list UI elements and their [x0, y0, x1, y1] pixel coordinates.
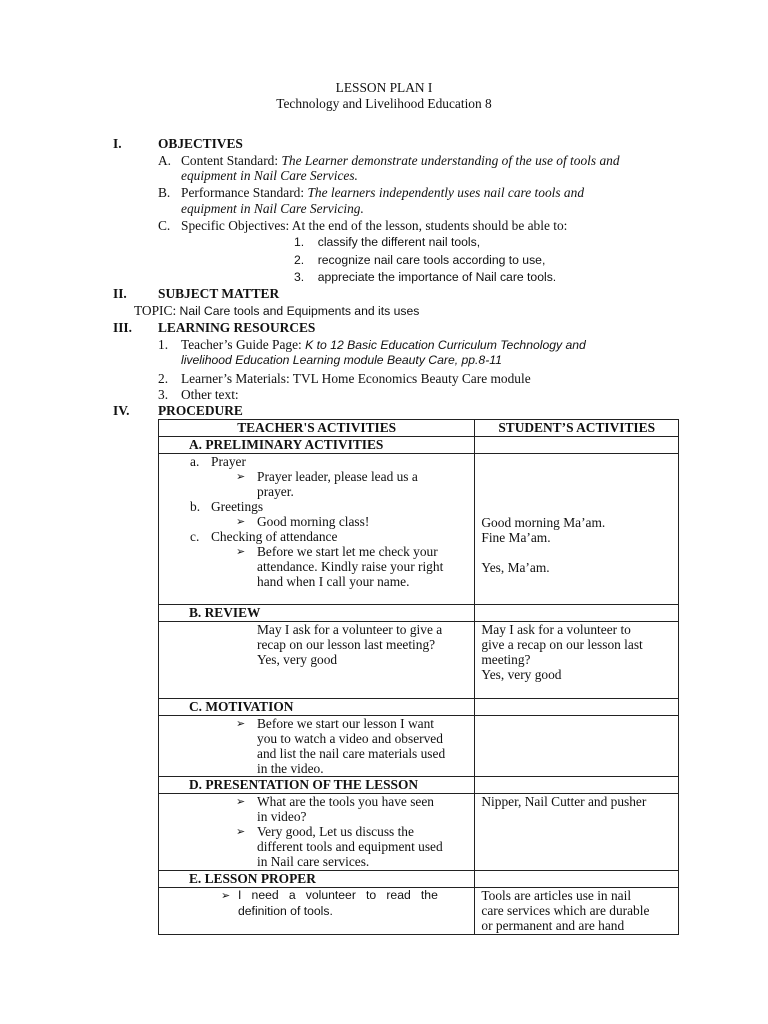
teacher-cell-preliminary: a. Prayer ➢ Prayer leader, please lead us a prayer. b. Greetings ➢ Good morning class! c. Checking of attendance ➢ Before we start let me check your attendance. Kindly raise your right hand when I call your name.: [159, 454, 475, 605]
resource-3-number: 3.: [158, 387, 169, 402]
resource-2-number: 2.: [158, 371, 169, 386]
section-heading-objectives: OBJECTIVES: [158, 136, 243, 151]
resource-1-line-1: Teacher’s Guide Page: K to 12 Basic Education Curriculum Technology and: [181, 337, 586, 352]
band-motivation: C. MOTIVATION: [159, 699, 475, 716]
student-cell-review: May I ask for a volunteer to give a recap on our lesson last meeting? Yes, very good: [475, 622, 679, 699]
section-number-learning-resources: III.: [113, 320, 132, 335]
teacher-cell-presentation: ➢ What are the tools you have seen in video? ➢ Very good, Let us discuss the different tools and equipment used in Nail care services.: [159, 794, 475, 871]
resource-1-number: 1.: [158, 337, 169, 352]
section-heading-procedure: PROCEDURE: [158, 403, 243, 418]
band-lesson-proper: E. LESSON PROPER: [159, 871, 475, 888]
page-title: LESSON PLAN I: [335, 80, 433, 95]
topic-line: TOPIC: Nail Care tools and Equipments and its uses: [134, 303, 420, 318]
band-presentation: D. PRESENTATION OF THE LESSON: [159, 777, 475, 794]
specific-objective-2: 2. recognize nail care tools according to use,: [294, 253, 546, 267]
band-review: B. REVIEW: [159, 605, 475, 622]
resource-2-text: Learner’s Materials: TVL Home Economics Beauty Care module: [181, 371, 531, 386]
objective-b-letter: B.: [158, 185, 171, 200]
prelim-greetings: Greetings: [211, 499, 264, 514]
student-cell-preliminary: Good morning Ma’am. Fine Ma’am. Yes, Ma’am.: [475, 454, 679, 605]
objective-a-line-1: Content Standard: The Learner demonstrate understanding of the use of tools and: [181, 153, 620, 168]
arrow-bullet-icon: ➢: [236, 471, 246, 483]
page-subtitle: Technology and Livelihood Education 8: [276, 96, 492, 111]
arrow-bullet-icon: ➢: [221, 890, 231, 902]
arrow-bullet-icon: ➢: [236, 516, 246, 528]
objective-a-letter: A.: [158, 153, 172, 168]
arrow-bullet-icon: ➢: [236, 546, 246, 558]
objective-b-line-1: Performance Standard: The learners independently uses nail care tools and: [181, 185, 585, 200]
student-cell-presentation: Nipper, Nail Cutter and pusher: [475, 794, 679, 871]
resource-1-line-2: livelihood Education Learning module Beauty Care, pp.8-11: [181, 353, 502, 367]
student-cell-lesson-proper: Tools are articles use in nail care services which are durable or permanent and are hand: [475, 888, 679, 935]
specific-objective-1: 1. classify the different nail tools,: [294, 235, 481, 249]
section-number-objectives: I.: [113, 136, 122, 151]
teacher-cell-review: May I ask for a volunteer to give a recap on our lesson last meeting? Yes, very good: [159, 622, 475, 699]
objective-a-line-2: equipment in Nail Care Services.: [181, 168, 358, 183]
resource-3-text: Other text:: [181, 387, 239, 402]
section-heading-learning-resources: LEARNING RESOURCES: [158, 320, 316, 335]
procedure-table: [158, 419, 679, 935]
arrow-bullet-icon: ➢: [236, 826, 246, 838]
objective-c-letter: C.: [158, 218, 171, 233]
teacher-cell-motivation: ➢ Before we start our lesson I want you to watch a video and observed and list the nail care materials used in the video.: [159, 716, 475, 777]
column-header-teacher: TEACHER'S ACTIVITIES: [159, 420, 475, 437]
teacher-cell-lesson-proper: ➢ I need a volunteer to read the definition of tools.: [159, 888, 475, 935]
column-header-student: STUDENT’S ACTIVITIES: [475, 420, 679, 437]
objective-b-line-2: equipment in Nail Care Servicing.: [181, 201, 364, 216]
prelim-prayer: Prayer: [211, 454, 246, 469]
student-cell-motivation: [475, 716, 679, 777]
section-heading-subject-matter: SUBJECT MATTER: [158, 286, 280, 301]
band-preliminary: A. PRELIMINARY ACTIVITIES: [159, 437, 475, 454]
arrow-bullet-icon: ➢: [236, 796, 246, 808]
section-number-procedure: IV.: [113, 403, 130, 418]
prelim-attendance: Checking of attendance: [211, 529, 338, 544]
section-number-subject-matter: II.: [113, 286, 127, 301]
objective-c-text: Specific Objectives: At the end of the lesson, students should be able to:: [181, 218, 568, 233]
specific-objective-3: 3. appreciate the importance of Nail care tools.: [294, 270, 557, 284]
arrow-bullet-icon: ➢: [236, 718, 246, 730]
